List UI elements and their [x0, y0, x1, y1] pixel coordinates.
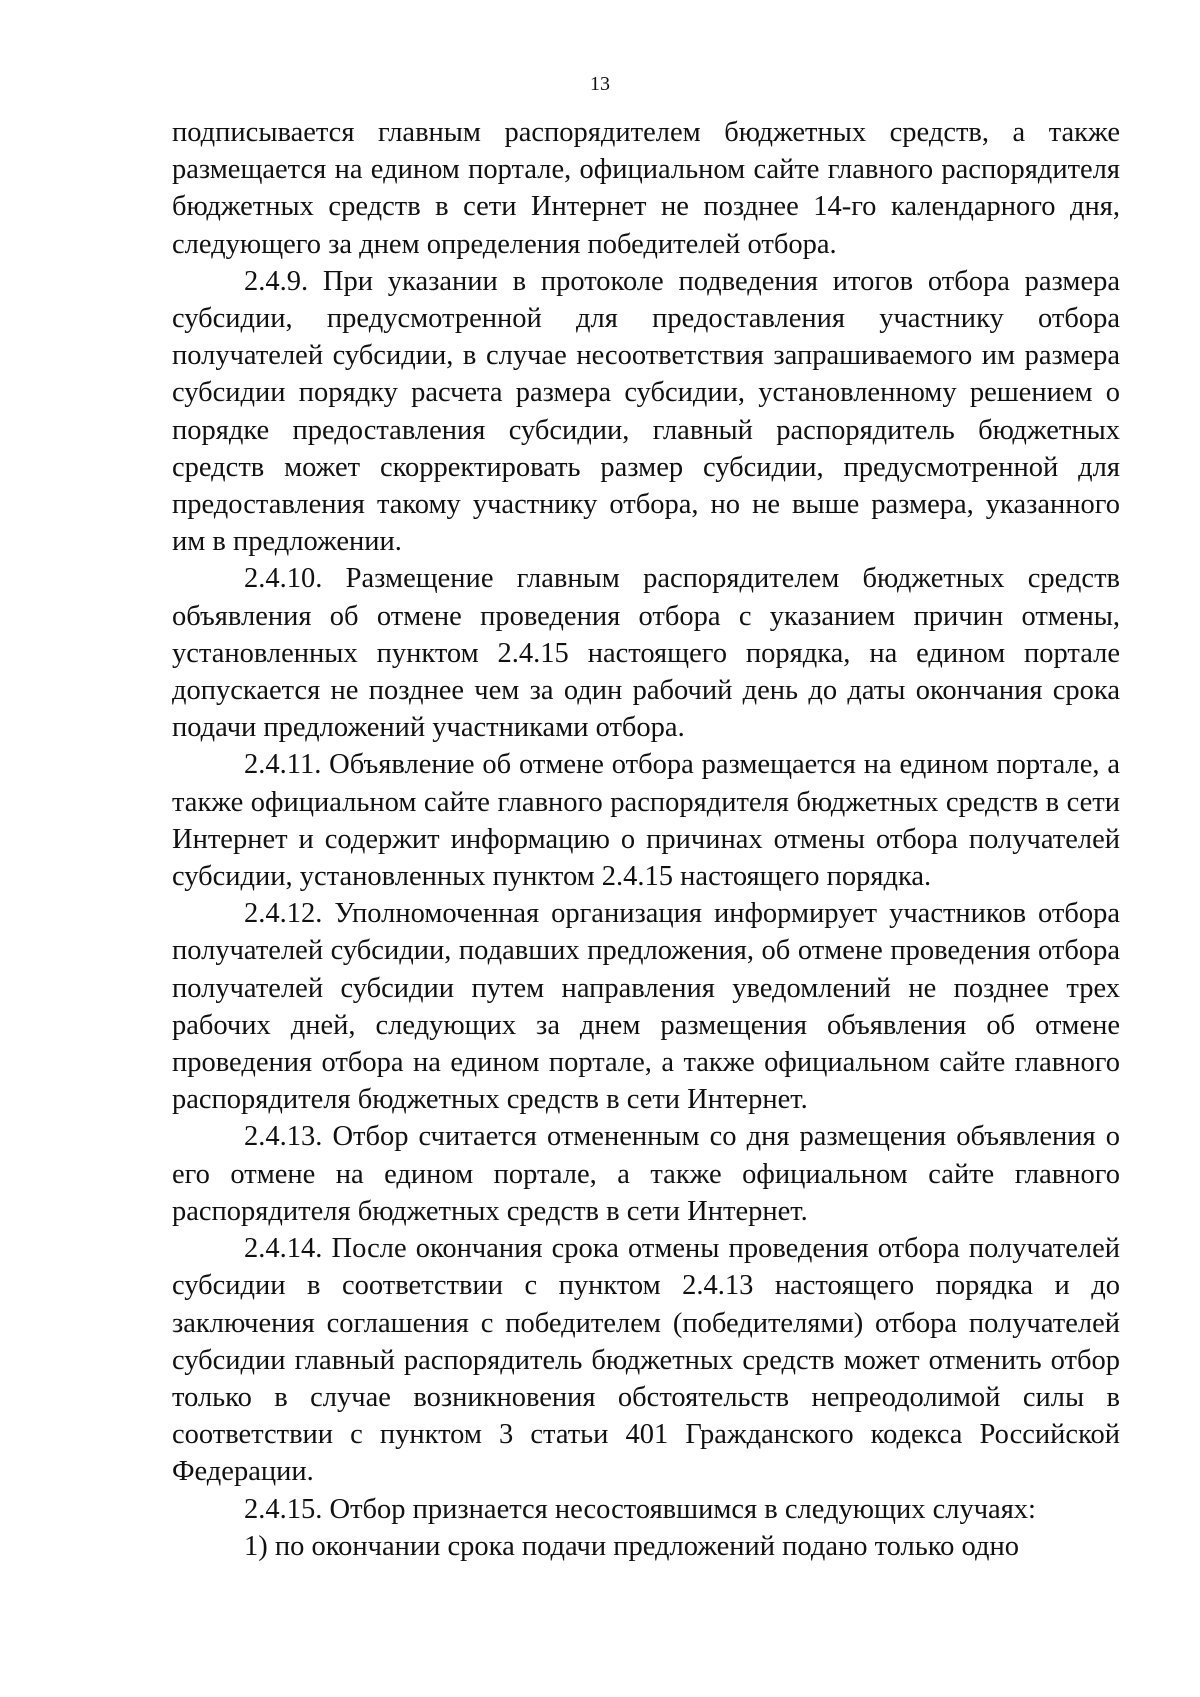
page-number: 13: [590, 73, 610, 95]
paragraph-continuation: подписывается главным распорядителем бюджетных средств, а также размещается на едином портале, официальном сайте главного распорядителя бюджетных средств в сети Интернет не позднее 14-го календарного дня, следующего за днем определения победителей отбора.: [172, 117, 1120, 260]
document-body: [172, 114, 1120, 1565]
paragraph-2-4-12: 2.4.12. Уполномоченная организация информирует участников отбора получателей субсидии, подавших предложения, об отмене проведения отбора получателей субсидии путем направления уведомлений не позднее трех рабочих дней, следующих за днем размещения объявления об отмене проведения отбора на едином портале, а также официальном сайте главного распорядителя бюджетных средств в сети Интернет.: [172, 898, 1120, 1116]
paragraph-2-4-11: 2.4.11. Объявление об отмене отбора размещается на едином портале, а также официальном сайте главного распорядителя бюджетных средств в сети Интернет и содержит информацию о причинах отмены отбора получателей субсидии, установленных пунктом 2.4.15 настоящего порядка.: [172, 749, 1120, 893]
list-item-1: 1) по окончании срока подачи предложений подано только одно: [244, 1530, 1019, 1562]
paragraph-2-4-13: 2.4.13. Отбор считается отмененным со дня размещения объявления о его отмене на едином портале, а также официальном сайте главного распорядителя бюджетных средств в сети Интернет.: [172, 1121, 1120, 1227]
paragraph-2-4-14: 2.4.14. После окончания срока отмены проведения отбора получателей субсидии в соответствии с пунктом 2.4.13 настоящего порядка и до заключения соглашения с победителем (победителями) отбора получателей субсидии главный распорядитель бюджетных средств может отменить отбор только в случае возникновения обстоятельств непреодолимой силы в соответствии с пунктом 3 статьи 401 Гражданского кодекса Российской Федерации.: [172, 1233, 1120, 1488]
paragraph-2-4-10: 2.4.10. Размещение главным распорядителем бюджетных средств объявления об отмене проведения отбора с указанием причин отмены, установленных пунктом 2.4.15 настоящего порядка, на едином портале допускается не позднее чем за один рабочий день до даты окончания срока подачи предложений участниками отбора.: [172, 563, 1120, 744]
paragraph-2-4-15: 2.4.15. Отбор признается несостоявшимся в следующих случаях:: [244, 1493, 1036, 1525]
paragraph-2-4-9: 2.4.9. При указании в протоколе подведения итогов отбора размера субсидии, предусмотренной для предоставления участнику отбора получателей субсидии, в случае несоответствия запрашиваемого им размера субсидии порядку расчета размера субсидии, установленному решением о порядке предоставления субсидии, главный распорядитель бюджетных средств может скорректировать размер субсидии, предусмотренной для предоставления такому участнику отбора, но не выше размера, указанного им в предложении.: [172, 265, 1120, 558]
